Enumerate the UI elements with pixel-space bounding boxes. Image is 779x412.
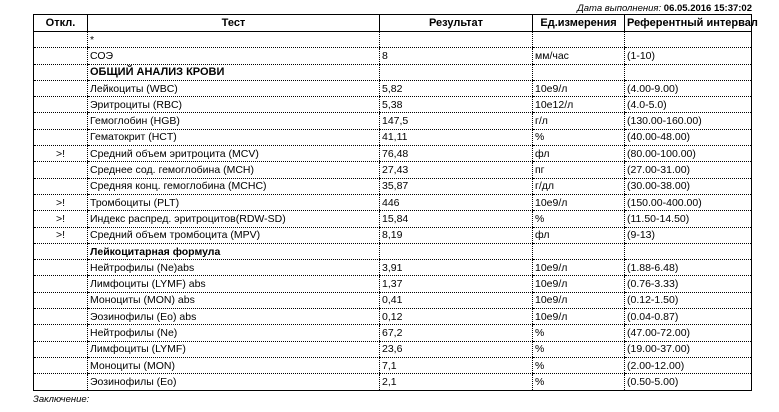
cell-test: Средняя конц. гемоглобина (MCHC) (88, 178, 380, 194)
cell-unit: % (533, 211, 625, 227)
table-row (34, 227, 752, 243)
table-row-section (34, 64, 752, 80)
cell-result (380, 64, 533, 80)
table-row (34, 80, 752, 96)
cell-unit: 10e9/л (533, 260, 625, 276)
cell-result: 67,2 (380, 325, 533, 341)
cell-ref: (1-10) (625, 48, 752, 64)
cell-flag (34, 178, 88, 194)
cell-unit: фл (533, 146, 625, 162)
cell-ref: (9-13) (625, 227, 752, 243)
cell-result (380, 243, 533, 259)
cell-flag (34, 309, 88, 325)
cell-test: Гемоглобин (HGB) (88, 113, 380, 129)
cell-result: 2,1 (380, 374, 533, 390)
cell-result (380, 32, 533, 48)
cell-unit: 10e9/л (533, 292, 625, 308)
cell-result: 7,1 (380, 357, 533, 373)
cell-flag (34, 113, 88, 129)
cell-ref: (0.12-1.50) (625, 292, 752, 308)
cell-result: 3,91 (380, 260, 533, 276)
cell-ref: (47.00-72.00) (625, 325, 752, 341)
cell-result: 35,87 (380, 178, 533, 194)
cell-result: 8,19 (380, 227, 533, 243)
cell-unit: % (533, 325, 625, 341)
table-row (34, 129, 752, 145)
table-row (34, 211, 752, 227)
cell-flag (34, 341, 88, 357)
table-row (34, 357, 752, 373)
cell-result: 5,38 (380, 97, 533, 113)
cell-unit: % (533, 129, 625, 145)
cell-flag (34, 374, 88, 390)
cell-result: 446 (380, 194, 533, 210)
cell-test: Лимфоциты (LYMF) (88, 341, 380, 357)
cell-flag (34, 97, 88, 113)
table-row (34, 97, 752, 113)
cell-test: Средний объем тромбоцита (MPV) (88, 227, 380, 243)
cell-ref: (30.00-38.00) (625, 178, 752, 194)
cell-test: Нейтрофилы (Ne) (88, 325, 380, 341)
cell-result: 5,82 (380, 80, 533, 96)
execution-date (577, 3, 752, 14)
cell-unit: 10e9/л (533, 194, 625, 210)
cell-test: * (88, 32, 380, 48)
cell-flag (34, 292, 88, 308)
cell-unit: % (533, 341, 625, 357)
cell-flag: >! (34, 211, 88, 227)
cell-result: 76,48 (380, 146, 533, 162)
cell-test: Эозинофилы (Eo) abs (88, 309, 380, 325)
cell-unit: 10e9/л (533, 276, 625, 292)
cell-flag: >! (34, 146, 88, 162)
table-row (34, 276, 752, 292)
table-row (34, 178, 752, 194)
section-title: ОБЩИЙ АНАЛИЗ КРОВИ (88, 64, 380, 80)
results-table (33, 14, 758, 391)
cell-test: Среднее сод. гемоглобина (MCH) (88, 162, 380, 178)
cell-ref: (40.00-48.00) (625, 129, 752, 145)
header-result: Результат (380, 15, 533, 32)
table-row (34, 292, 752, 308)
table-row (34, 113, 752, 129)
cell-result: 23,6 (380, 341, 533, 357)
cell-unit: % (533, 374, 625, 390)
header-flag: Откл. (34, 15, 88, 32)
cell-ref: (11.50-14.50) (625, 211, 752, 227)
cell-result: 0,12 (380, 309, 533, 325)
table-row (34, 374, 752, 390)
cell-flag (34, 80, 88, 96)
cell-ref: (4.0-5.0) (625, 97, 752, 113)
cell-flag (34, 243, 88, 259)
cell-result: 1,37 (380, 276, 533, 292)
cell-test: Гематокрит (HCT) (88, 129, 380, 145)
cell-ref: (27.00-31.00) (625, 162, 752, 178)
cell-ref: (2.00-12.00) (625, 357, 752, 373)
cell-ref: (130.00-160.00) (625, 113, 752, 129)
table-row-section (34, 243, 752, 259)
cell-test: Индекс распред. эритроцитов(RDW-SD) (88, 211, 380, 227)
cell-unit (533, 32, 625, 48)
execution-date-label: Дата выполнения: (577, 3, 662, 14)
header-ref: Референтный интервал (625, 15, 752, 32)
execution-date-value: 06.05.2016 15:37:02 (663, 3, 752, 14)
table-row (34, 162, 752, 178)
cell-ref: (4.00-9.00) (625, 80, 752, 96)
header-unit: Ед.измерения (533, 15, 625, 32)
cell-flag (34, 325, 88, 341)
cell-flag: >! (34, 194, 88, 210)
cell-flag: >! (34, 227, 88, 243)
cell-flag (34, 162, 88, 178)
cell-flag (34, 357, 88, 373)
cell-unit: 10e9/л (533, 309, 625, 325)
cell-flag (34, 129, 88, 145)
cell-ref: (0.04-0.87) (625, 309, 752, 325)
cell-unit: фл (533, 227, 625, 243)
cell-result: 8 (380, 48, 533, 64)
cell-unit: мм/час (533, 48, 625, 64)
cell-flag (34, 260, 88, 276)
cell-test: Моноциты (MON) abs (88, 292, 380, 308)
cell-ref: (1.88-6.48) (625, 260, 752, 276)
table-row (34, 194, 752, 210)
cell-ref (625, 64, 752, 80)
cell-test: Нейтрофилы (Ne)abs (88, 260, 380, 276)
cell-result: 147,5 (380, 113, 533, 129)
table-row (34, 341, 752, 357)
cell-unit: г/л (533, 113, 625, 129)
table-row (34, 32, 752, 48)
cell-flag (34, 48, 88, 64)
table-header-row (34, 15, 752, 32)
cell-flag (34, 276, 88, 292)
cell-test: СОЭ (88, 48, 380, 64)
cell-unit: 10e9/л (533, 80, 625, 96)
cell-ref: (80.00-100.00) (625, 146, 752, 162)
cell-unit (533, 64, 625, 80)
cell-ref: (0.76-3.33) (625, 276, 752, 292)
cell-flag (34, 64, 88, 80)
cell-result: 0,41 (380, 292, 533, 308)
cell-unit: г/дл (533, 178, 625, 194)
cell-ref: (150.00-400.00) (625, 194, 752, 210)
table-row (34, 48, 752, 64)
cell-test: Эозинофилы (Eo) (88, 374, 380, 390)
section-title: Лейкоцитарная формула (88, 243, 380, 259)
table-row (34, 325, 752, 341)
header-test: Тест (88, 15, 380, 32)
cell-result: 41,11 (380, 129, 533, 145)
cell-test: Лейкоциты (WBC) (88, 80, 380, 96)
cell-result: 15,84 (380, 211, 533, 227)
cell-unit: пг (533, 162, 625, 178)
cell-ref: (0.50-5.00) (625, 374, 752, 390)
cell-ref (625, 243, 752, 259)
cell-test: Средний объем эритроцита (MCV) (88, 146, 380, 162)
cell-flag (34, 32, 88, 48)
cell-unit (533, 243, 625, 259)
cell-test: Тромбоциты (PLT) (88, 194, 380, 210)
table-row (34, 309, 752, 325)
table-row (34, 260, 752, 276)
cell-ref (625, 32, 752, 48)
cell-test: Эритроциты (RBC) (88, 97, 380, 113)
cell-unit: % (533, 357, 625, 373)
cell-unit: 10e12/л (533, 97, 625, 113)
conclusion-label: Заключение: (33, 394, 90, 405)
cell-ref: (19.00-37.00) (625, 341, 752, 357)
table-row (34, 146, 752, 162)
cell-test: Моноциты (MON) (88, 357, 380, 373)
cell-result: 27,43 (380, 162, 533, 178)
cell-test: Лимфоциты (LYMF) abs (88, 276, 380, 292)
